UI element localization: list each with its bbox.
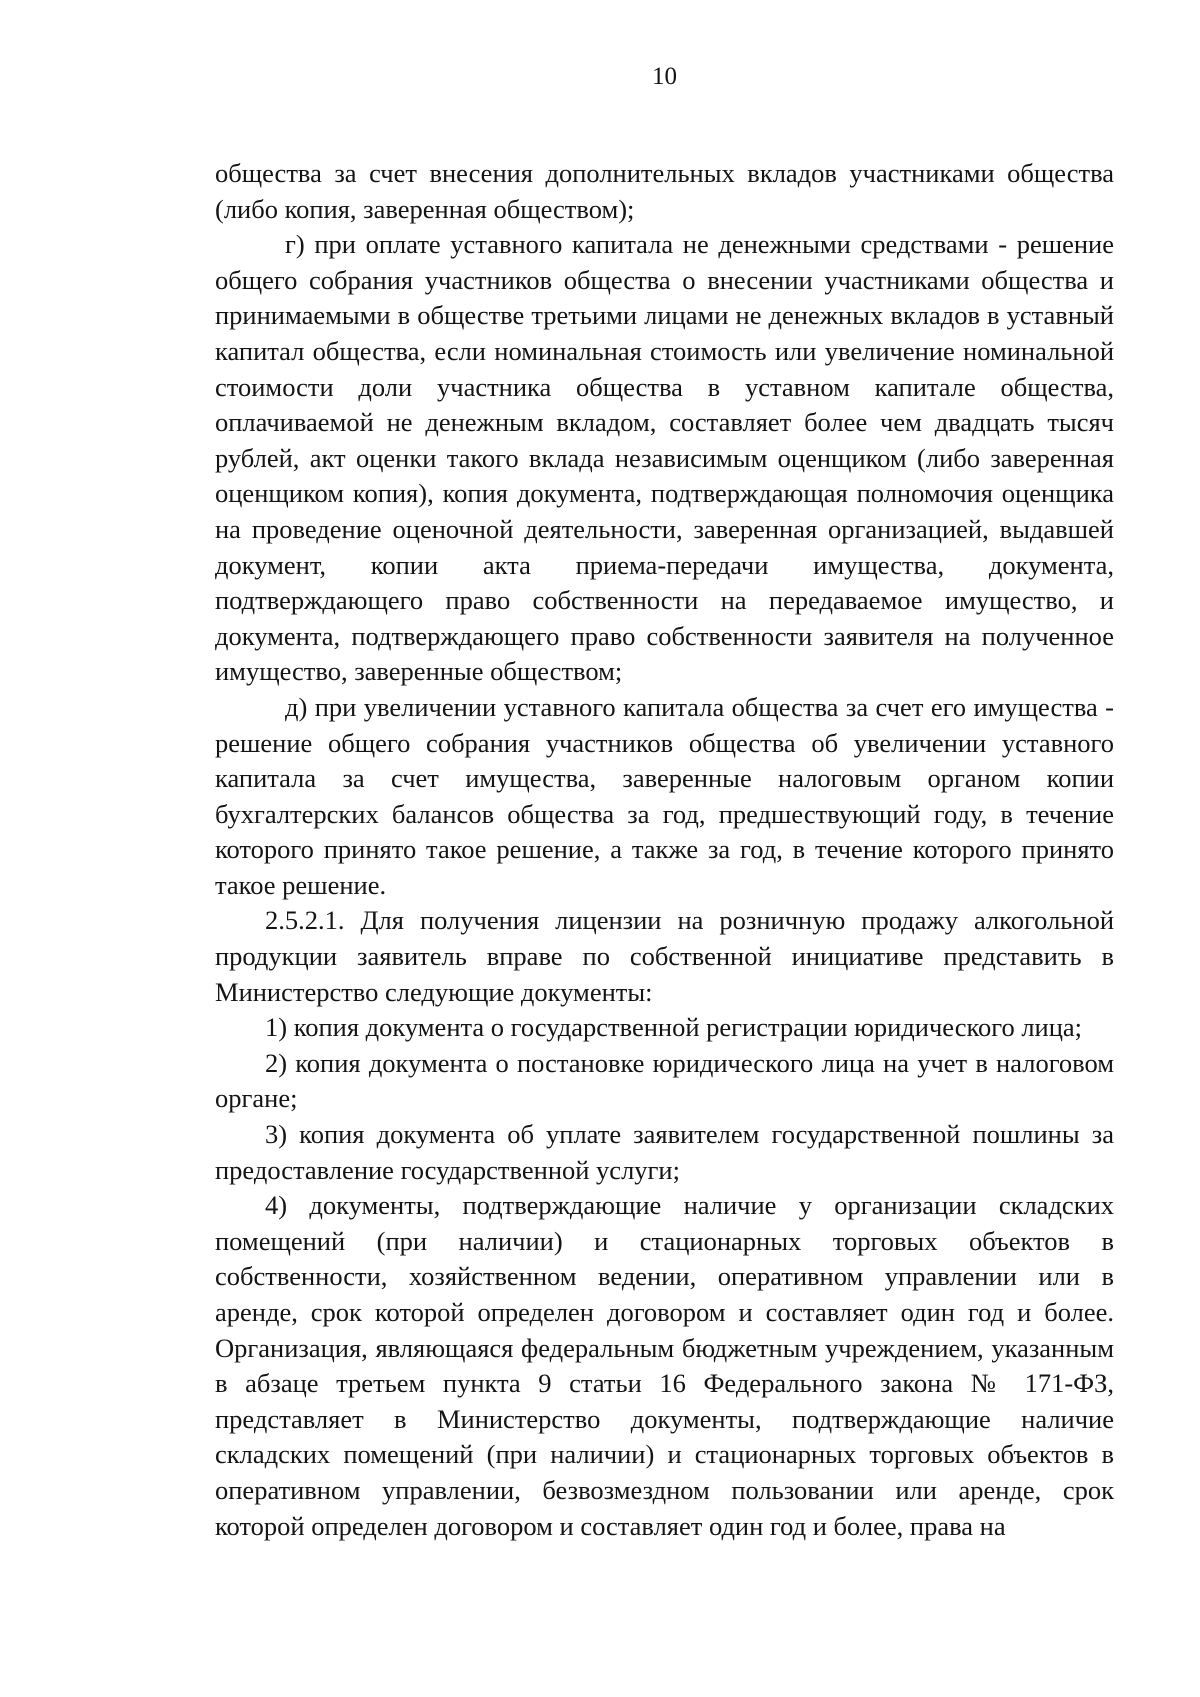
page-number: 10 [652,63,677,90]
list-item-1: 1) копия документа о государственной регистрации юридического лица; [265,1012,1083,1043]
list-item-2: 2) копия документа о постановке юридического лица на учет в налоговом органе; [215,1047,1114,1114]
paragraph-continuation: общества за счет внесения дополнительных вкладов участниками общества (либо копия, заверенная обществом); [215,158,1114,224]
list-item-4: 4) документы, подтверждающие наличие у организации складских помещений (при наличии) и стационарных торговых объектов в собственности, хозяйственном ведении, оперативном управлении или в аренде, срок которой определен договором и составляет один год и более. Организация, являющаяся федеральным бюджетным учреждением, указанным в абзаце третьем пункта 9 статьи 16 Федерального закона № 171-ФЗ, представляет в Министерство документы, подтверждающие наличие складских помещений (при наличии) и стационарных торговых объектов в оперативном управлении, безвозмездном пользовании или аренде, срок которой определен договором и составляет один год и более, права на [215,1190,1114,1541]
list-item-3: 3) копия документа об уплате заявителем государственной пошлины за предоставление государственной услуги; [215,1119,1114,1185]
paragraph-item-d: д) при увеличении уставного капитала общества за счет его имущества - решение общего собрания участников общества об увеличении уставного капитала за счет имущества, заверенные налоговым органом копии бухгалтерских балансов общества за год, предшествующий году, в течение которого принято такое решение, а также за год, в течение которого принято такое решение. [215,691,1114,900]
paragraph-item-g: г) при оплате уставного капитала не денежными средствами - решение общего собрания участников общества о внесении участниками общества и принимаемыми в обществе третьими лицами не денежных вкладов в уставный капитал общества, если номинальная стоимость или увеличение номинальной стоимости доли участника общества в уставном капитале общества, оплачиваемой не денежным вкладом, составляет более чем двадцать тысяч рублей, акт оценки такого вклада независимым оценщиком (либо заверенная оценщиком копия), копия документа, подтверждающая полномочия оценщика на проведение оценочной деятельности, заверенная организацией, выдавшей документ, копии акта приема-передачи имущества, документа, подтверждающего право собственности на передаваемое имущество, и документа, подтверждающего право собственности заявителя на полученное имущество, заверенные обществом; [215,229,1114,687]
paragraph-2-5-2-1: 2.5.2.1. Для получения лицензии на розничную продажу алкогольной продукции заявитель вправе по собственной инициативе представить в Министерство следующие документы: [215,905,1114,1007]
